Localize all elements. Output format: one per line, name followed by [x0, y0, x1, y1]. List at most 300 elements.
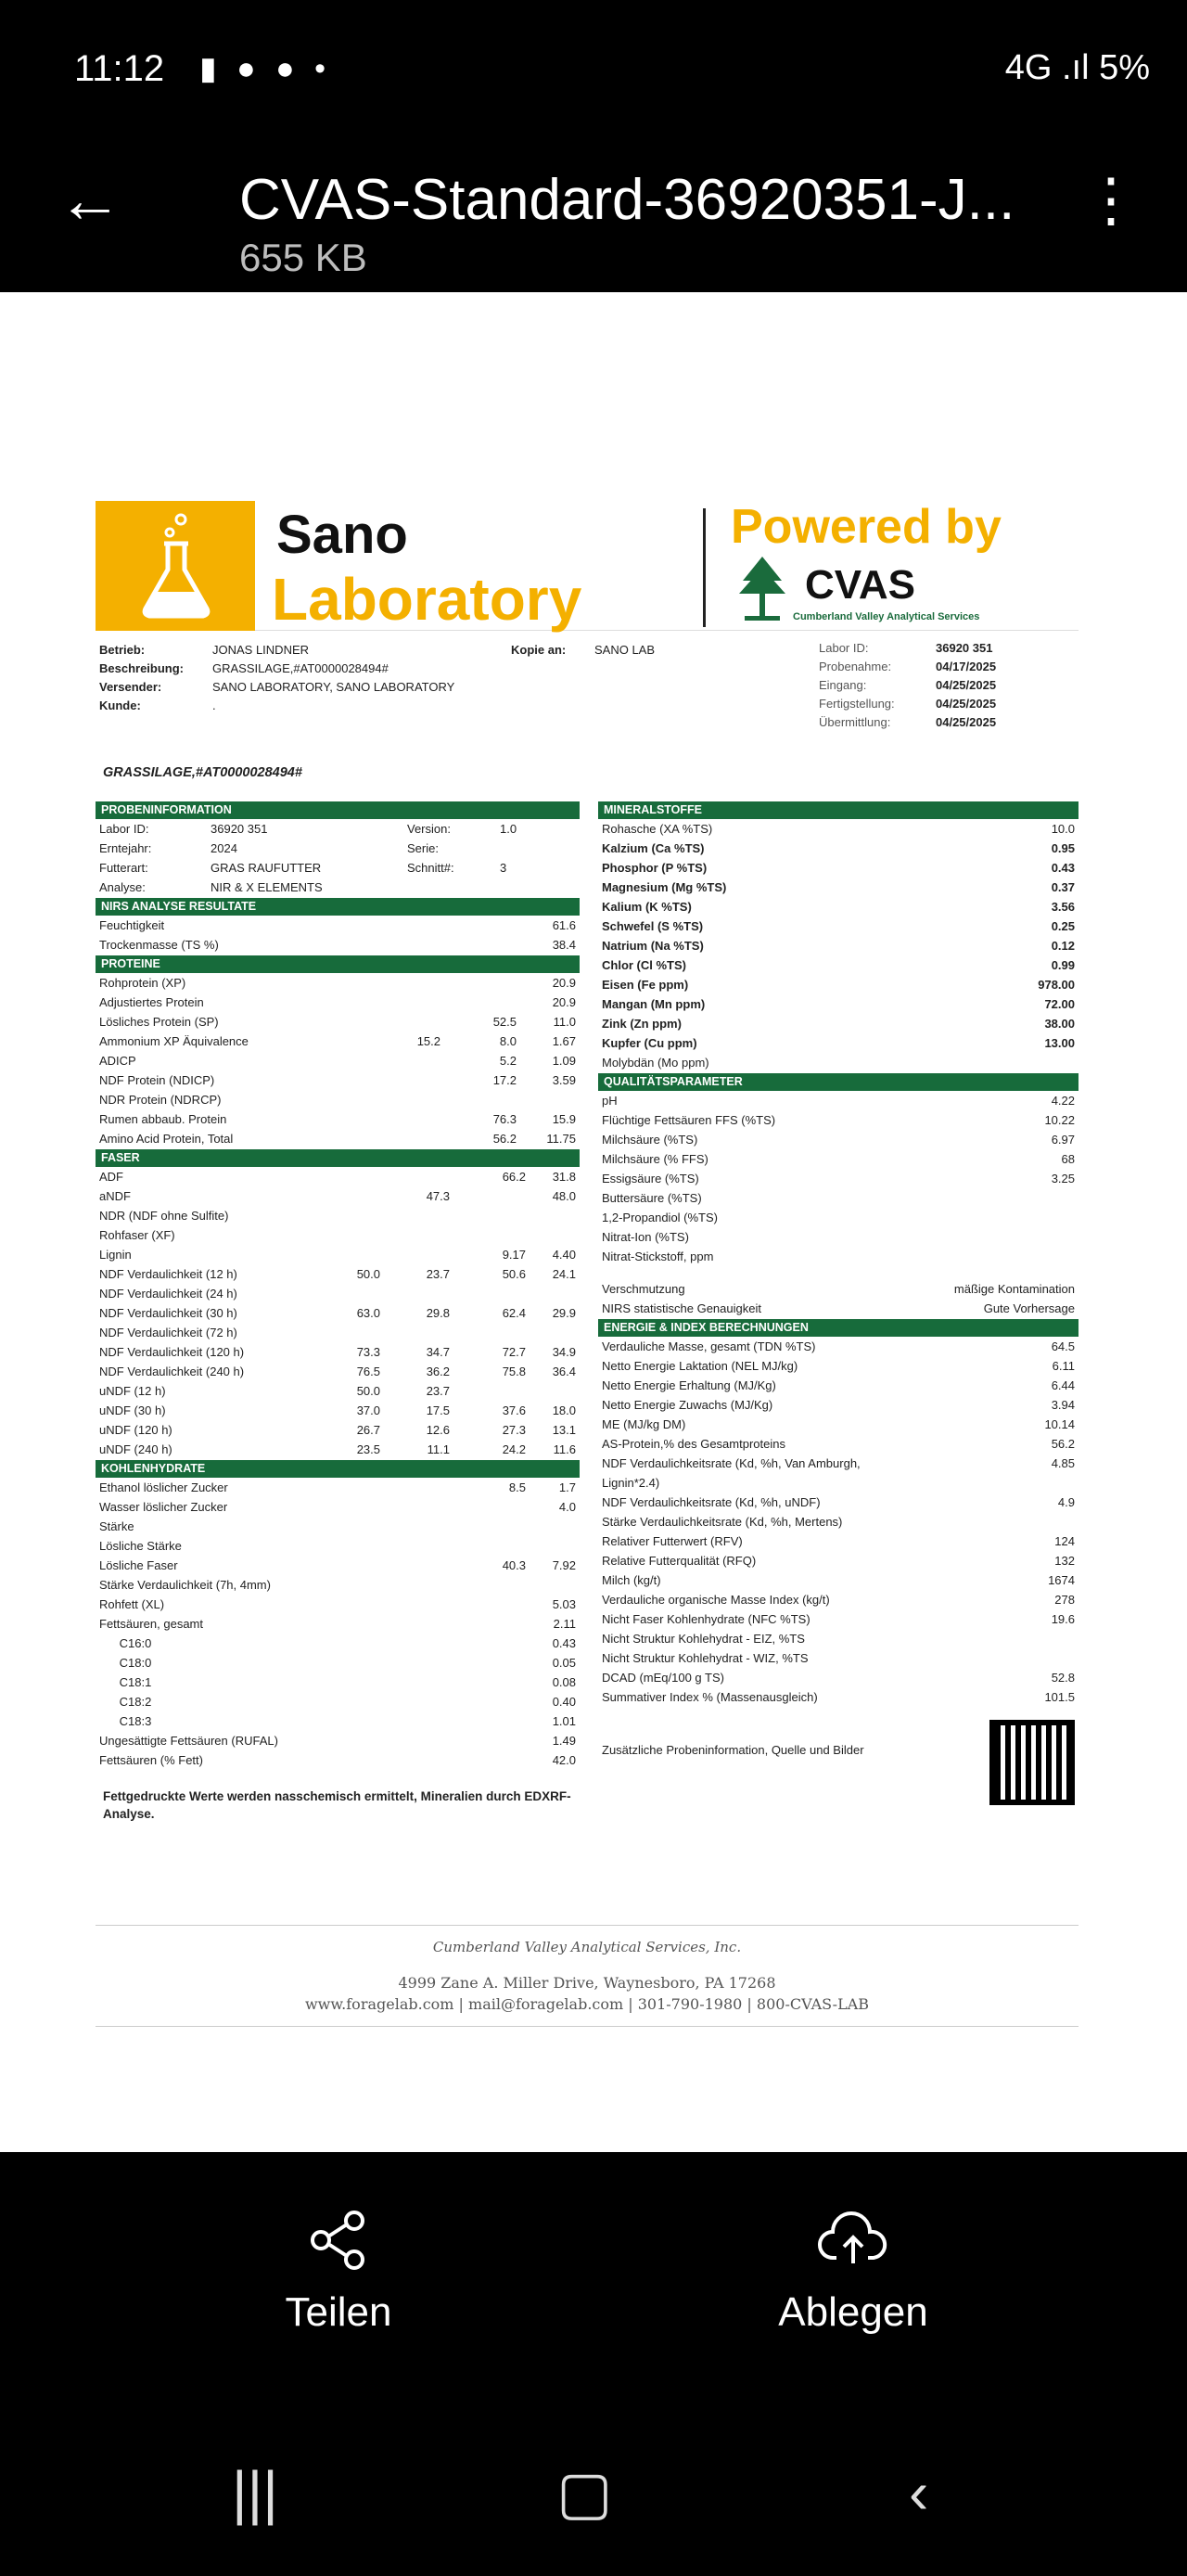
row-label: C18:1	[99, 1675, 152, 1690]
kopie-value: SANO LAB	[594, 643, 656, 657]
row-value: 0.25	[1051, 919, 1075, 934]
ndfom-value: 73.3	[356, 1345, 380, 1360]
kopie-label: Kopie an:	[511, 643, 567, 657]
row-label: Kalium (K %TS)	[602, 900, 692, 915]
row-label: Ammonium XP Äquivalence	[99, 1034, 249, 1049]
row-value: 3.56	[1051, 900, 1075, 915]
table-row	[598, 1247, 1079, 1266]
row-label: Kupfer (Cu ppm)	[602, 1036, 697, 1051]
ndf-value: 27.3	[502, 1423, 526, 1438]
table-row	[598, 819, 1079, 839]
row-label: uNDF (12 h)	[99, 1384, 166, 1399]
app-bar	[0, 139, 1187, 292]
share-label: Teilen	[285, 2289, 392, 2335]
row-label: Essigsäure (%TS)	[602, 1172, 699, 1186]
info-value: 36920 351	[211, 822, 268, 837]
table-row	[598, 1149, 1079, 1169]
table-row	[96, 1109, 580, 1129]
document-page	[96, 501, 1079, 1821]
table-row	[96, 1536, 580, 1556]
ndfom-dm-value: 23.7	[426, 1384, 450, 1399]
status-time: 11:12	[74, 48, 165, 89]
meta-label: Übermittlung:	[819, 715, 891, 729]
row-label: Phosphor (P %TS)	[602, 861, 708, 876]
row-value: 6.97	[1051, 1133, 1075, 1147]
row-label: uNDF (240 h)	[99, 1442, 172, 1457]
row-value: 61.6	[552, 918, 576, 933]
row-label: ME (MJ/kg DM)	[602, 1417, 686, 1432]
table-row	[598, 897, 1079, 916]
info-label: Schnitt#:	[407, 861, 454, 876]
row-label: NIRS statistische Genauigkeit	[602, 1301, 761, 1316]
ts-value: 24.1	[552, 1267, 576, 1282]
row-label: Feuchtigkeit	[99, 918, 165, 933]
row-label: Wasser löslicher Zucker	[99, 1500, 228, 1515]
footnote: Fettgedruckte Werte werden nasschemisch ermittelt, Mineralien durch EDXRF-Analyse.	[103, 1789, 571, 1821]
ts-value: 1.01	[552, 1714, 576, 1729]
table-row	[96, 819, 580, 839]
info-label: Erntejahr:	[99, 841, 152, 856]
row-value: 4.9	[1057, 1495, 1075, 1510]
ndfom-dm-value: 47.3	[426, 1189, 450, 1204]
table-row	[598, 1493, 1079, 1512]
row-label: C18:3	[99, 1714, 152, 1729]
ts-value: 0.05	[552, 1656, 576, 1671]
xp-value: 5.2	[499, 1054, 517, 1069]
row-label: NDF Verdaulichkeit (240 h)	[99, 1365, 245, 1379]
ndf-value: 37.6	[502, 1403, 526, 1418]
row-value: 10.22	[1044, 1113, 1075, 1128]
ndfom-dm-value: 36.2	[426, 1365, 450, 1379]
table-row	[598, 1473, 1079, 1493]
row-label: NDF Verdaulichkeit (24 h)	[99, 1287, 237, 1301]
ts-value: 48.0	[552, 1189, 576, 1204]
table-row	[96, 1420, 580, 1440]
row-value: 19.6	[1051, 1612, 1075, 1627]
ndfom-dm-value: 29.8	[426, 1306, 450, 1321]
left-column	[96, 801, 580, 1822]
betrieb-label: Betrieb:	[99, 643, 146, 657]
row-label: Nicht Faser Kohlenhydrate (NFC %TS)	[602, 1612, 810, 1627]
row-value: 0.12	[1051, 939, 1075, 954]
sp-value: 15.2	[416, 1034, 440, 1049]
table-row	[96, 1478, 580, 1497]
table-row	[598, 1169, 1079, 1188]
meta-value: 04/25/2025	[936, 715, 997, 729]
row-value: 978.00	[1038, 978, 1075, 993]
row-value: 3.25	[1051, 1172, 1075, 1186]
table-row	[598, 955, 1079, 975]
row-label: Lignin	[99, 1248, 132, 1262]
row-value: 10.14	[1044, 1417, 1075, 1432]
info-value: 3	[500, 861, 507, 876]
row-label: NDF Verdaulichkeit (72 h)	[99, 1326, 237, 1340]
table-row	[598, 1376, 1079, 1395]
row-label: Verdauliche Masse, gesamt (TDN %TS)	[602, 1339, 816, 1354]
row-value: 13.00	[1044, 1036, 1075, 1051]
row-label: Lösliche Stärke	[99, 1539, 182, 1554]
table-row	[96, 1167, 580, 1186]
info-value: 1.0	[500, 822, 517, 837]
row-label: Netto Energie Erhaltung (MJ/Kg)	[602, 1378, 776, 1393]
ts-value: 7.92	[552, 1558, 576, 1573]
meta-label: Eingang:	[819, 678, 867, 692]
row-value: mäßige Kontamination	[953, 1282, 1075, 1297]
row-label: Stärke	[99, 1519, 134, 1534]
more-options-icon[interactable]: ⋮	[1081, 166, 1141, 233]
ndf-value: 50.6	[502, 1267, 526, 1282]
section-title: MINERALSTOFFE	[604, 803, 703, 817]
info-label: Version:	[407, 822, 451, 837]
section-header	[96, 801, 580, 819]
row-value: 0.99	[1051, 958, 1075, 973]
row-label: NDF Verdaulichkeit (120 h)	[99, 1345, 245, 1360]
row-value: 56.2	[1051, 1437, 1075, 1452]
ndfom-dm-value: 11.1	[427, 1442, 450, 1457]
home-icon[interactable]: ▢	[556, 2459, 613, 2526]
table-row	[598, 936, 1079, 955]
table-row	[96, 1206, 580, 1225]
meta-label: Probenahme:	[819, 660, 892, 673]
ts-value: 15.9	[552, 1112, 576, 1127]
table-row	[96, 1090, 580, 1109]
table-row	[96, 1711, 580, 1731]
table-row	[96, 1129, 580, 1148]
row-label: Natrium (Na %TS)	[602, 939, 704, 954]
table-row	[598, 1110, 1079, 1130]
row-label: uNDF (120 h)	[99, 1423, 172, 1438]
row-label: NDR Protein (NDRCP)	[99, 1093, 222, 1108]
table-row	[598, 1551, 1079, 1570]
back-nav-icon[interactable]: ‹	[909, 2459, 929, 2526]
meta-value: 04/25/2025	[936, 697, 997, 711]
ts-value: 13.1	[552, 1423, 576, 1438]
row-value: 132	[1054, 1554, 1075, 1569]
table-row	[96, 1556, 580, 1575]
section-title: FASER	[101, 1151, 140, 1165]
row-value: 68	[1061, 1152, 1075, 1167]
row-value: 278	[1054, 1593, 1075, 1608]
row-label: uNDF (30 h)	[99, 1403, 166, 1418]
status-bar	[0, 0, 1187, 139]
share-button[interactable]	[199, 2208, 478, 2336]
ts-value: 20.9	[552, 995, 576, 1010]
ts-value: 34.9	[552, 1345, 576, 1360]
info-label: Analyse:	[99, 880, 146, 895]
file-title: CVAS-Standard-36920351-J...	[239, 168, 1015, 232]
table-row	[96, 1381, 580, 1401]
file-size: 655 KB	[239, 236, 367, 279]
table-row	[598, 1609, 1079, 1629]
section-header	[598, 801, 1079, 819]
ndfom-dm-value: 17.5	[426, 1403, 450, 1418]
ndfom-value: 23.5	[356, 1442, 380, 1457]
row-label: Kalzium (Ca %TS)	[602, 841, 705, 856]
table-row	[96, 1323, 580, 1342]
table-row	[96, 1497, 580, 1517]
row-label: Ungesättigte Fettsäuren (RUFAL)	[99, 1734, 278, 1749]
row-label: Eisen (Fe ppm)	[602, 978, 689, 993]
row-label: Flüchtige Fettsäuren FFS (%TS)	[602, 1113, 776, 1128]
ts-value: 2.11	[553, 1617, 576, 1632]
meta-value: 04/25/2025	[936, 678, 997, 692]
ndfom-value: 63.0	[356, 1306, 380, 1321]
row-label: C18:0	[99, 1656, 152, 1671]
row-value: 10.0	[1051, 822, 1075, 837]
ts-value: 0.08	[552, 1675, 576, 1690]
store-button[interactable]	[714, 2208, 992, 2336]
row-label: NDF Verdaulichkeit (30 h)	[99, 1306, 237, 1321]
ts-value: 1.7	[558, 1480, 576, 1495]
row-label: Molybdän (Mo ppm)	[602, 1056, 709, 1070]
table-row	[598, 1299, 1079, 1318]
row-value: 1674	[1048, 1573, 1075, 1588]
row-value: 38.00	[1044, 1017, 1075, 1032]
table-row	[598, 1337, 1079, 1356]
table-row	[598, 1208, 1079, 1227]
sano-logo-box	[96, 501, 255, 631]
row-label: C18:2	[99, 1695, 152, 1710]
report-header	[96, 638, 1079, 759]
table-row	[96, 1245, 580, 1264]
meta-label: Labor ID:	[819, 641, 869, 655]
row-label: aNDF	[99, 1189, 131, 1204]
row-value: 0.37	[1051, 880, 1075, 895]
info-label: Futterart:	[99, 861, 148, 876]
row-value: 101.5	[1044, 1690, 1075, 1705]
row-label: Relative Futterqualität (RFQ)	[602, 1554, 757, 1569]
row-label: Buttersäure (%TS)	[602, 1191, 702, 1206]
table-row	[96, 1575, 580, 1595]
section-title: QUALITÄTSPARAMETER	[604, 1075, 743, 1089]
meta-row	[819, 659, 1079, 677]
table-row	[598, 1668, 1079, 1687]
cvas-subtitle: Cumberland Valley Analytical Services	[793, 611, 980, 622]
row-label: Stärke Verdaulichkeit (7h, 4mm)	[99, 1578, 271, 1593]
ts-value: 11.75	[546, 1132, 576, 1147]
row-value: 6.44	[1051, 1378, 1075, 1393]
beschreibung-label: Beschreibung:	[99, 661, 185, 675]
sample-dates	[819, 640, 1079, 733]
results-columns	[96, 801, 1079, 1821]
table-row	[96, 1186, 580, 1206]
info-label: Labor ID:	[99, 822, 149, 837]
ts-value: 42.0	[552, 1753, 576, 1768]
table-row	[598, 1590, 1079, 1609]
row-value: 3.94	[1051, 1398, 1075, 1413]
row-label: Verschmutzung	[602, 1282, 685, 1297]
section-header	[598, 1319, 1079, 1337]
powered-by-text: Powered by	[731, 500, 1002, 554]
bottom-actions	[0, 2152, 1187, 2375]
table-row	[598, 1091, 1079, 1110]
meta-row	[819, 714, 1079, 733]
ts-value: 20.9	[552, 976, 576, 991]
cvas-tree-icon	[735, 553, 789, 622]
qr-code-icon[interactable]	[989, 1720, 1075, 1805]
table-row	[96, 858, 580, 878]
row-label: Nicht Struktur Kohlehydrat - WIZ, %TS	[602, 1651, 809, 1666]
logo-header	[96, 501, 1079, 631]
row-label: Ethanol löslicher Zucker	[99, 1480, 228, 1495]
ndfom-dm-value: 34.7	[426, 1345, 450, 1360]
versender-label: Versender:	[99, 680, 162, 694]
ts-value: 1.09	[552, 1054, 576, 1069]
right-column	[598, 801, 1079, 1805]
row-label: Rohprotein (XP)	[99, 976, 186, 991]
table-row	[598, 975, 1079, 994]
ts-value: 18.0	[552, 1403, 576, 1418]
ts-value: 31.8	[552, 1170, 576, 1185]
ts-value: 4.0	[558, 1500, 576, 1515]
table-row	[96, 1672, 580, 1692]
sample-title: GRASSILAGE,#AT0000028494#	[103, 765, 302, 780]
table-row	[598, 1395, 1079, 1415]
table-row	[96, 1692, 580, 1711]
meta-row	[819, 640, 1079, 659]
table-row	[598, 1687, 1079, 1707]
row-label: pH	[602, 1094, 618, 1109]
row-value: 64.5	[1051, 1339, 1075, 1354]
row-label: Relativer Futterwert (RFV)	[602, 1534, 743, 1549]
table-row	[96, 935, 580, 955]
notification-icons: ▮ ● ● •	[199, 51, 332, 86]
meta-value: 04/17/2025	[936, 660, 997, 673]
row-value: Gute Vorhersage	[983, 1301, 1075, 1316]
section-title: KOHLENHYDRATE	[101, 1462, 206, 1476]
ts-value: 11.0	[553, 1015, 576, 1030]
table-row	[598, 1188, 1079, 1208]
ndf-value: 75.8	[502, 1365, 526, 1379]
row-label: Nicht Struktur Kohlehydrat - EIZ, %TS	[602, 1632, 805, 1647]
row-label: Chlor (Cl %TS)	[602, 958, 686, 973]
ts-value: 3.59	[552, 1073, 576, 1088]
row-label: Rumen abbaub. Protein	[99, 1112, 227, 1127]
row-label: NDF Verdaulichkeitsrate (Kd, %h, Van Amburgh,	[602, 1456, 861, 1471]
table-row	[598, 1648, 1079, 1668]
ndfom-value: 76.5	[356, 1365, 380, 1379]
cvas-wordmark: CVAS	[805, 562, 915, 608]
section-header	[598, 1073, 1079, 1091]
row-label: NDF Protein (NDICP)	[99, 1073, 215, 1088]
recents-icon[interactable]: |||	[232, 2459, 278, 2526]
table-row	[96, 1595, 580, 1614]
table-row	[598, 1227, 1079, 1247]
table-row	[96, 1012, 580, 1032]
table-row	[96, 993, 580, 1012]
xp-value: 76.3	[492, 1112, 517, 1127]
row-label: ADICP	[99, 1054, 136, 1069]
row-label: Milchsäure (% FFS)	[602, 1152, 708, 1167]
table-row	[598, 1279, 1079, 1299]
back-arrow-icon[interactable]: ←	[57, 163, 122, 236]
footer-contact: www.foragelab.com | mail@foragelab.com | 301-790-1980 | 800-CVAS-LAB	[304, 1995, 870, 2013]
meta-label: Fertigstellung:	[819, 697, 895, 711]
ndfom-value: 37.0	[356, 1403, 380, 1418]
row-label: Stärke Verdaulichkeitsrate (Kd, %h, Mertens)	[602, 1515, 843, 1530]
table-row	[96, 1225, 580, 1245]
betrieb-value: JONAS LINDNER	[212, 643, 310, 657]
section-header	[96, 1149, 580, 1167]
table-row	[598, 878, 1079, 897]
table-row	[96, 1731, 580, 1750]
row-label: Netto Energie Zuwachs (MJ/Kg)	[602, 1398, 773, 1413]
ts-value: 29.9	[552, 1306, 576, 1321]
ndf-value: 72.7	[502, 1345, 526, 1360]
row-label: Adjustiertes Protein	[99, 995, 204, 1010]
table-row	[598, 1512, 1079, 1532]
table-row	[598, 839, 1079, 858]
system-nav-bar	[0, 2430, 1187, 2576]
row-value: 52.8	[1051, 1671, 1075, 1685]
ndf-value: 66.2	[502, 1170, 526, 1185]
meta-value: 36920 351	[936, 641, 993, 655]
row-value: 4.22	[1051, 1094, 1075, 1109]
row-label: Rohasche (XA %TS)	[602, 822, 713, 837]
table-row	[598, 994, 1079, 1014]
table-row	[598, 916, 1079, 936]
row-value: 38.4	[552, 938, 576, 953]
section-title: PROBENINFORMATION	[101, 803, 232, 817]
info-label: Serie:	[407, 841, 439, 856]
table-row	[598, 1434, 1079, 1454]
row-label: Zink (Zn ppm)	[602, 1017, 682, 1032]
row-label: Netto Energie Laktation (NEL MJ/kg)	[602, 1359, 798, 1374]
row-label: Lösliches Protein (SP)	[99, 1015, 219, 1030]
ts-value: 11.6	[553, 1442, 576, 1457]
row-value: 6.11	[1052, 1359, 1075, 1374]
row-label: 1,2-Propandiol (%TS)	[602, 1211, 718, 1225]
row-value: 4.85	[1051, 1456, 1075, 1471]
xp-value: 17.2	[492, 1073, 517, 1088]
table-row	[96, 1614, 580, 1634]
section-title: ENERGIE & INDEX BERECHNUNGEN	[604, 1321, 809, 1335]
status-indicators: 4G .ıl 5%	[1004, 48, 1150, 87]
row-label: NDF Verdaulichkeit (12 h)	[99, 1267, 237, 1282]
table-row	[96, 878, 580, 897]
document-viewer[interactable]	[0, 292, 1187, 2152]
ndf-value: 9.17	[502, 1248, 526, 1262]
xp-value: 8.0	[499, 1034, 517, 1049]
section-header	[96, 1460, 580, 1478]
xp-value: 56.2	[492, 1132, 517, 1147]
table-row	[96, 1284, 580, 1303]
row-label: DCAD (mEq/100 g TS)	[602, 1671, 724, 1685]
table-row	[96, 1362, 580, 1381]
additional-info	[598, 1720, 1079, 1805]
ts-value: 4.40	[552, 1248, 576, 1262]
flask-icon	[134, 512, 218, 620]
logo-divider	[703, 508, 706, 627]
xp-value: 52.5	[492, 1015, 517, 1030]
row-label: NDF Verdaulichkeitsrate (Kd, %h, uNDF)	[602, 1495, 821, 1510]
row-value: 0.95	[1051, 841, 1075, 856]
info-value: GRAS RAUFUTTER	[211, 861, 322, 876]
kunde-value: .	[212, 698, 216, 712]
nfc-value: 40.3	[502, 1558, 526, 1573]
ndfom-dm-value: 23.7	[426, 1267, 450, 1282]
row-label: AS-Protein,% des Gesamtproteins	[602, 1437, 785, 1452]
row-label: Trockenmasse (TS %)	[99, 938, 219, 953]
kunde-label: Kunde:	[99, 698, 141, 712]
row-label: Rohfaser (XF)	[99, 1228, 175, 1243]
table-row	[598, 1532, 1079, 1551]
row-label: Summativer Index % (Massenausgleich)	[602, 1690, 818, 1705]
ts-value: 36.4	[552, 1365, 576, 1379]
ndf-value: 24.2	[502, 1442, 526, 1457]
table-row	[96, 1440, 580, 1459]
row-label: Nitrat-Stickstoff, ppm	[602, 1250, 714, 1264]
